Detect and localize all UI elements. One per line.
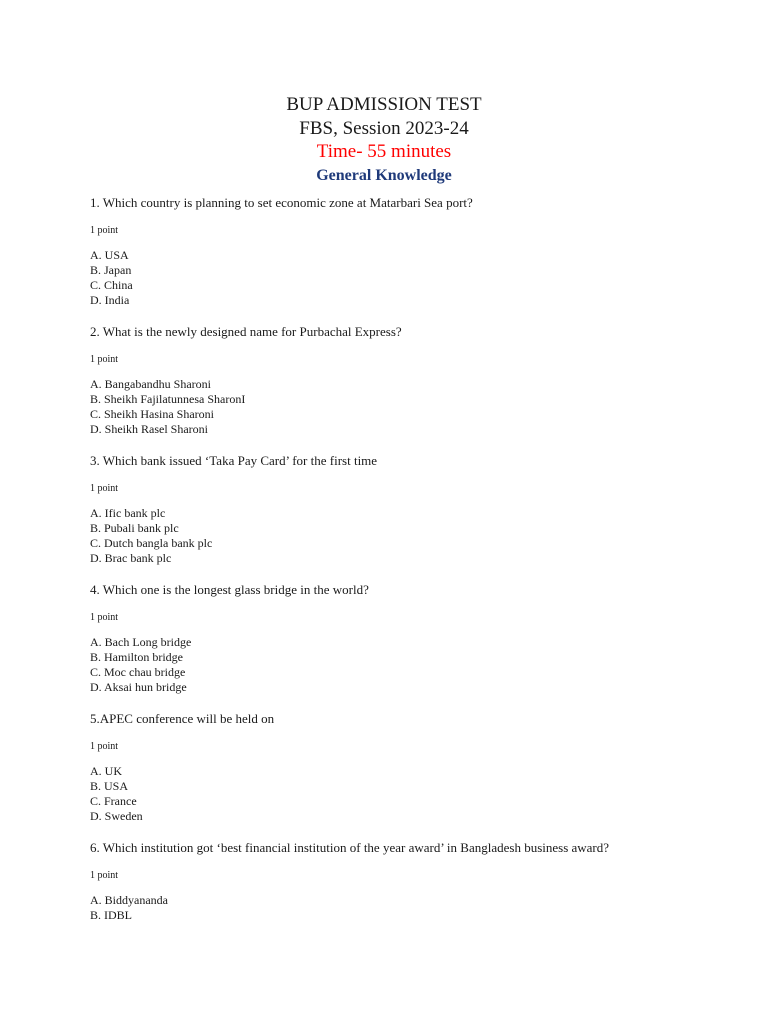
option-b: B. Hamilton bridge <box>90 650 183 664</box>
option-list <box>90 377 750 437</box>
option-c: C. Sheikh Hasina Sharoni <box>90 407 214 421</box>
option-b: B. USA <box>90 779 129 793</box>
option-a: A. USA <box>90 248 129 262</box>
question-points: 1 point <box>90 870 119 881</box>
option-d: D. Sheikh Rasel Sharoni <box>90 422 208 436</box>
question-2 <box>90 321 750 450</box>
option-c: C. France <box>90 794 137 808</box>
option-b: B. Pubali bank plc <box>90 521 179 535</box>
option-d: D. Sweden <box>90 809 143 823</box>
question-points: 1 point <box>90 612 119 623</box>
option-a: A. Ific bank plc <box>90 506 166 520</box>
option-list <box>90 764 750 824</box>
question-6 <box>90 837 750 966</box>
section-heading: General Knowledge <box>316 167 452 184</box>
test-title: BUP ADMISSION TEST <box>286 94 482 115</box>
option-a: A. Biddyananda <box>90 893 168 907</box>
question-text: 3. Which bank issued ‘Taka Pay Card’ for the first time <box>90 453 378 468</box>
option-b: B. Japan <box>90 263 132 277</box>
option-b: B. Sheikh Fajilatunnesa SharonI <box>90 392 246 406</box>
question-points: 1 point <box>90 225 119 236</box>
option-d: D. Aksai hun bridge <box>90 680 187 694</box>
option-a: A. UK <box>90 764 122 778</box>
option-c: C. Dutch bangla bank plc <box>90 536 213 550</box>
question-points: 1 point <box>90 483 119 494</box>
time-limit: Time- 55 minutes <box>316 141 452 162</box>
option-list <box>90 893 750 923</box>
question-list <box>90 192 750 966</box>
question-text: 1. Which country is planning to set economic zone at Matarbari Sea port? <box>90 195 473 210</box>
question-points: 1 point <box>90 741 119 752</box>
session-label: FBS, Session 2023-24 <box>299 118 469 139</box>
option-a: A. Bach Long bridge <box>90 635 192 649</box>
option-b: B. IDBL <box>90 908 132 922</box>
question-5 <box>90 708 750 837</box>
question-text: 5.APEC conference will be held on <box>90 711 275 726</box>
option-d: D. Brac bank plc <box>90 551 172 565</box>
option-list <box>90 506 750 566</box>
option-a: A. Bangabandhu Sharoni <box>90 377 211 391</box>
option-c: C. Moc chau bridge <box>90 665 186 679</box>
question-points: 1 point <box>90 354 119 365</box>
question-text: 6. Which institution got ‘best financial institution of the year award’ in Bangladesh business award? <box>90 840 610 855</box>
question-1 <box>90 192 750 321</box>
option-d: D. India <box>90 293 130 307</box>
question-text: 4. Which one is the longest glass bridge in the world? <box>90 582 369 597</box>
option-list <box>90 635 750 695</box>
question-3 <box>90 450 750 579</box>
question-4 <box>90 579 750 708</box>
option-c: C. China <box>90 278 133 292</box>
option-list <box>90 248 750 308</box>
question-text: 2. What is the newly designed name for Purbachal Express? <box>90 324 402 339</box>
